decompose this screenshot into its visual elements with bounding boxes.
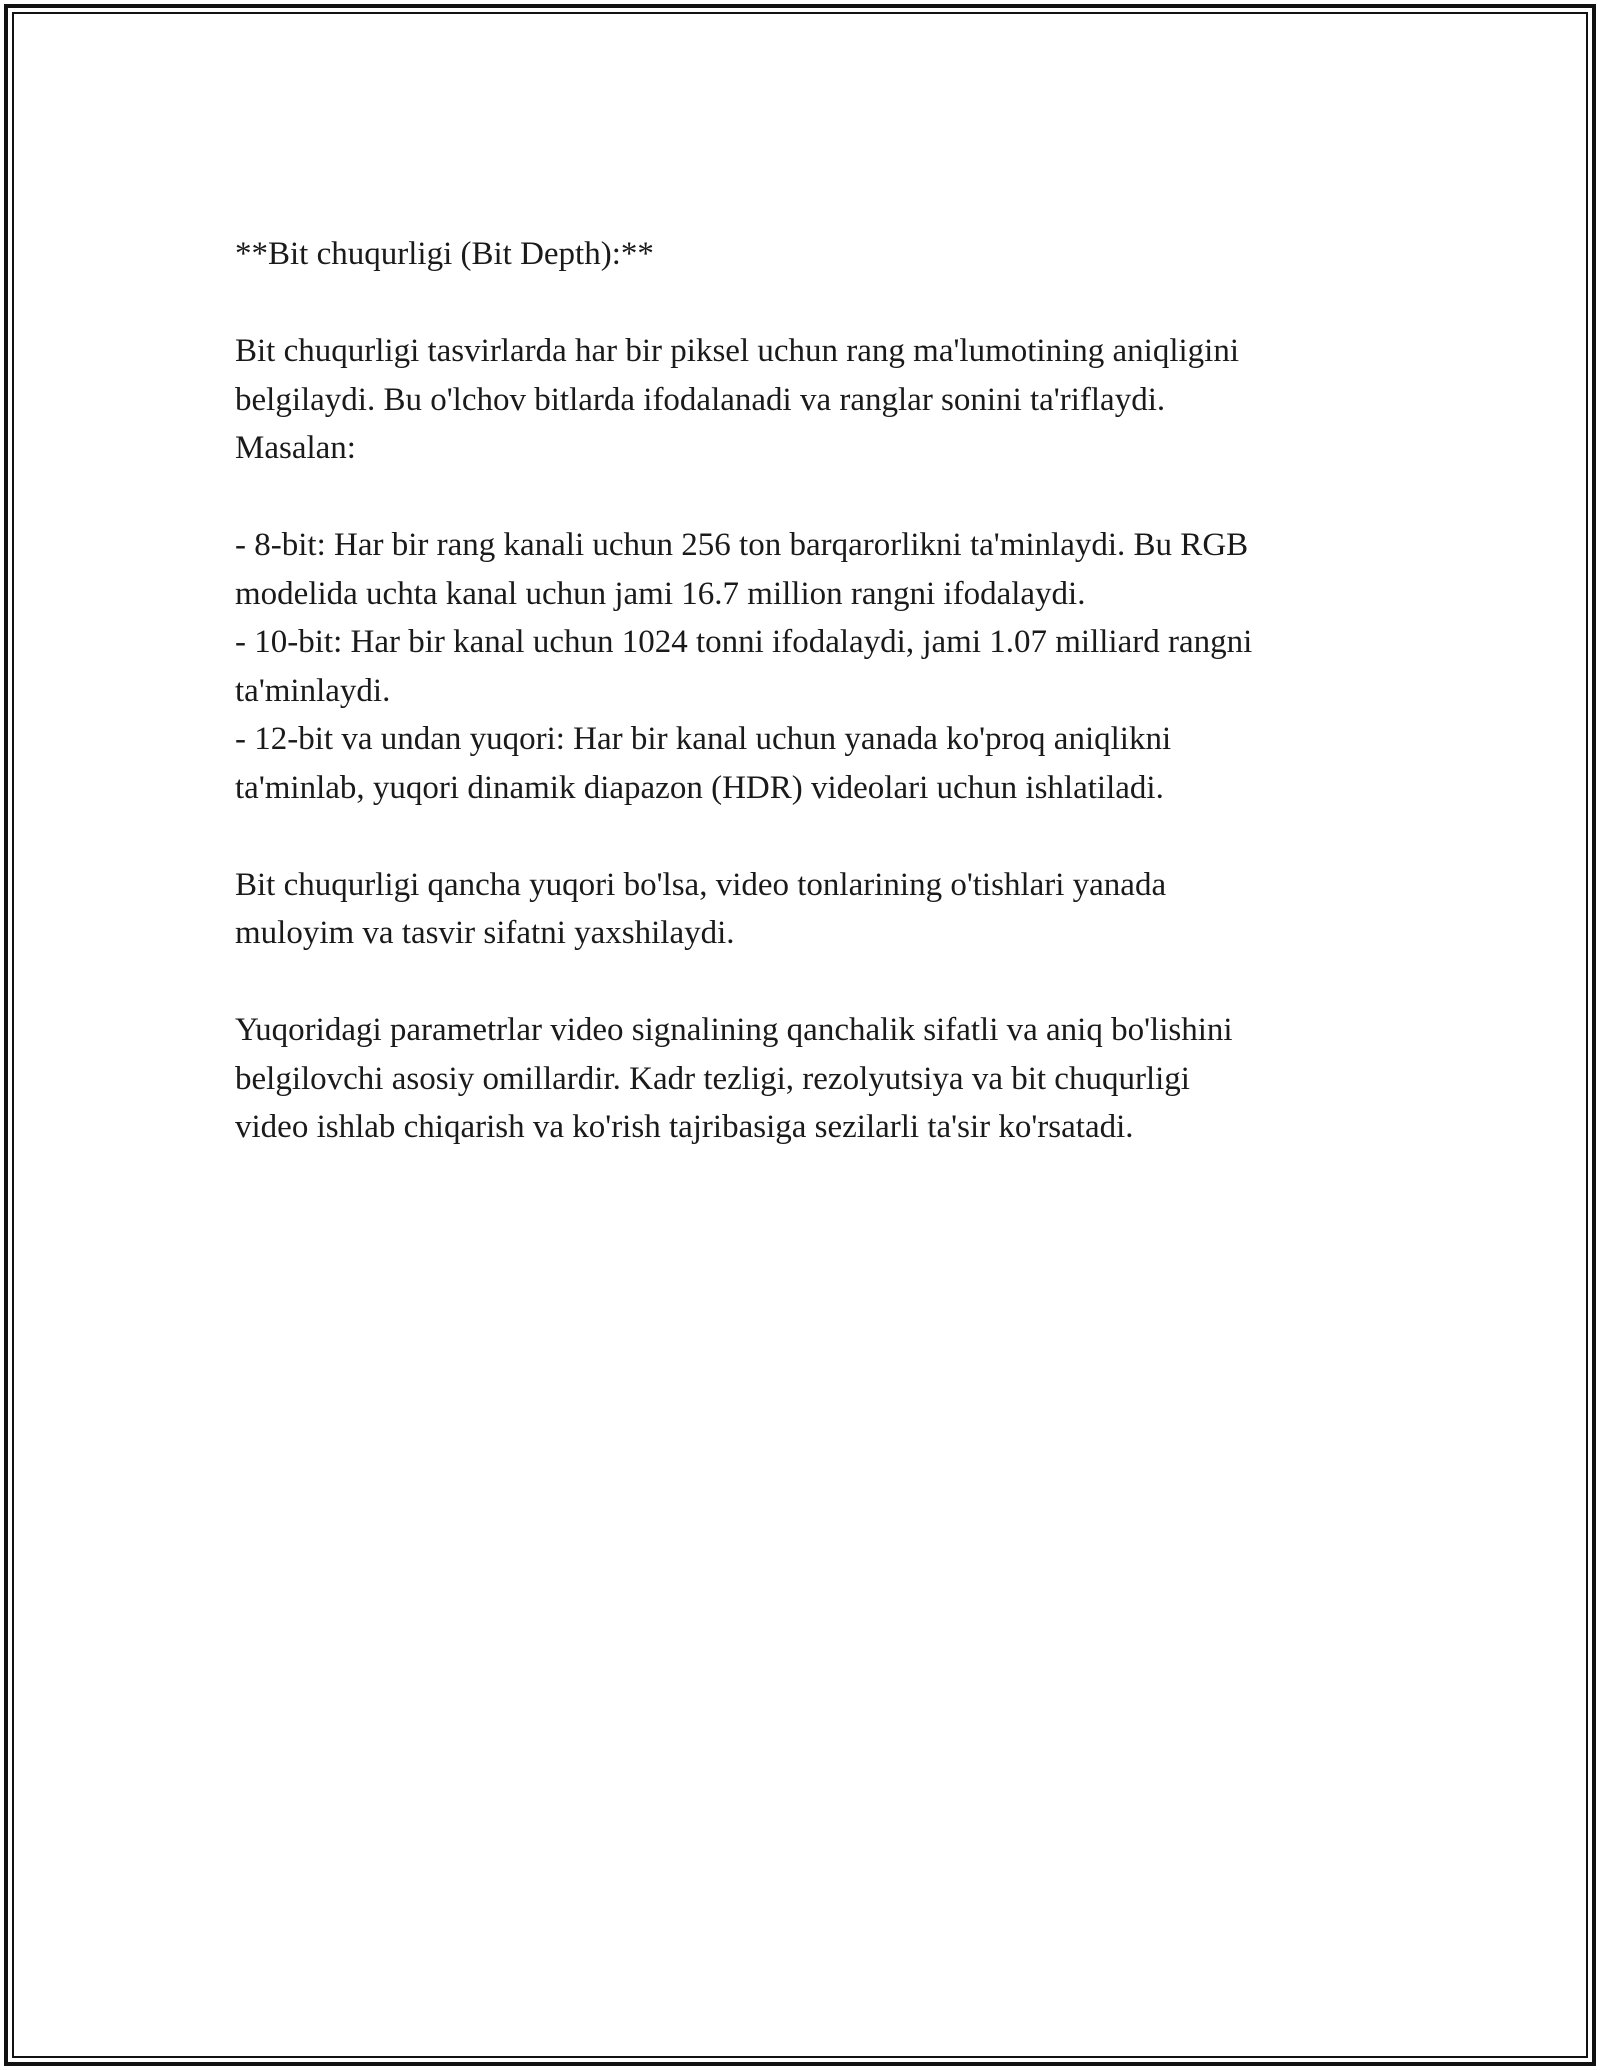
document-body [235, 230, 1385, 1152]
bit-depth-examples-list: - 8-bit: Har bir rang kanali uchun 256 ton barqarorlikni ta'minlaydi. Bu RGB modelida uchta kanal uchun jami 16.7 million rangni ifodalaydi. - 10-bit: Har bir kanal uchun 1024 tonni ifodalaydi, jami 1.07 milliard rangni ta'minlaydi. - 12-bit va undan yuqori: Har bir kanal uchun yanada ko'proq aniqlikni ta'minlab, yuqori dinamik diapazon (HDR) videolari uchun ishlatiladi. [235, 527, 1253, 806]
note-paragraph: Bit chuqurligi qancha yuqori bo'lsa, video tonlarining o'tishlari yanada muloyim va tasvir sifatni yaxshilaydi. [235, 866, 1167, 951]
intro-paragraph: Bit chuqurligi tasvirlarda har bir piksel uchun rang ma'lumotining aniqligini belgilaydi. Bu o'lchov bitlarda ifodalanadi va ranglar sonini ta'riflaydi. Masalan: [235, 333, 1240, 466]
document-heading: **Bit chuqurligi (Bit Depth):** [235, 236, 654, 272]
conclusion-paragraph: Yuqoridagi parametrlar video signalining qanchalik sifatli va aniq bo'lishini belgilovchi asosiy omillardir. Kadr tezligi, rezolyutsiya va bit chuqurligi video ishlab chiqarish va ko'rish tajribasiga sezilarli ta'sir ko'rsatadi. [235, 1012, 1233, 1145]
